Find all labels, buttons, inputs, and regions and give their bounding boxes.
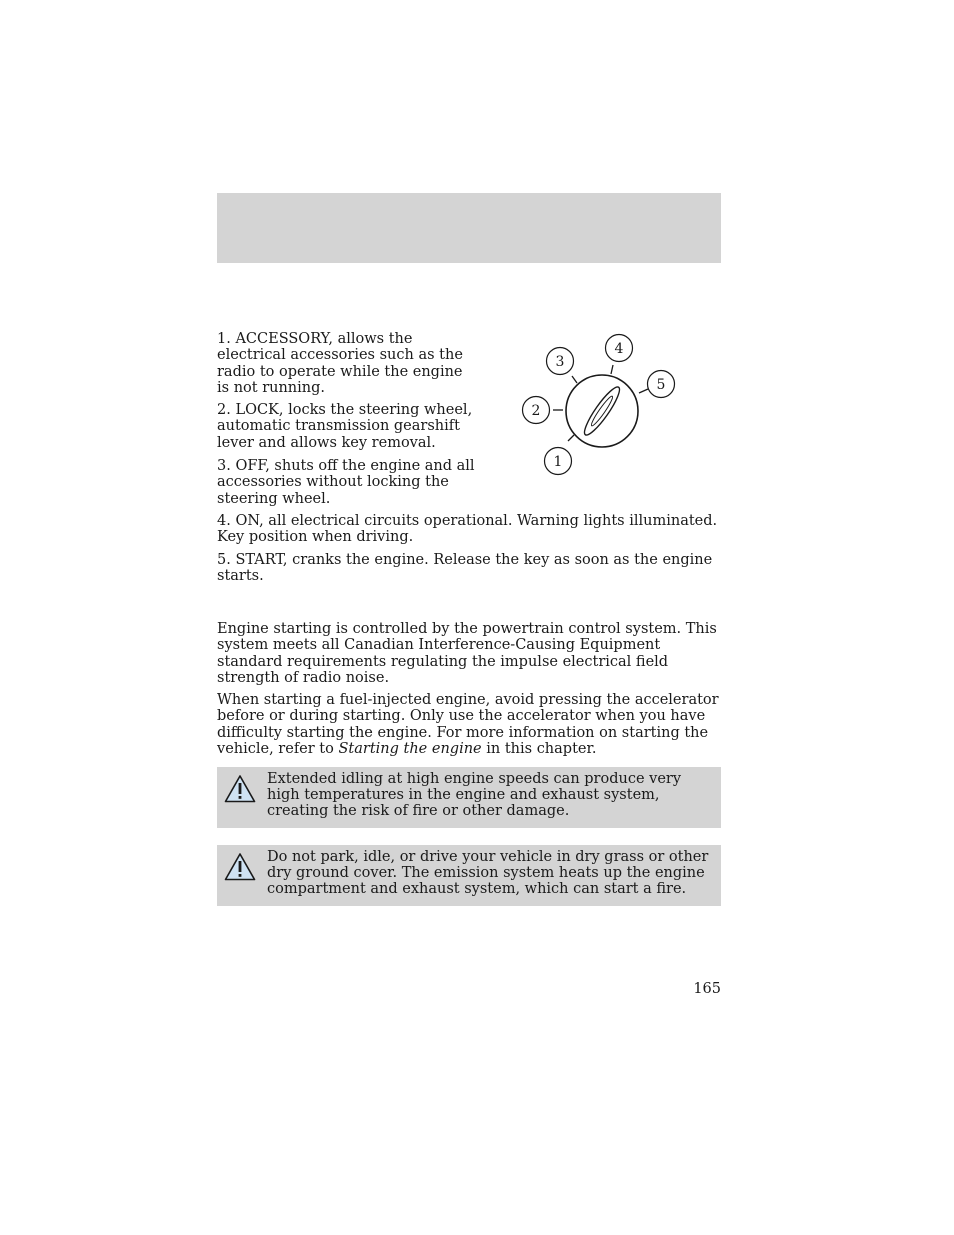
warning-box-idling xyxy=(217,767,721,828)
starting-paragraph-2-text-b: in this chapter. xyxy=(481,741,597,758)
position-lock: 2. LOCK, locks the steering wheel, automatic transmission gearshift lever and allows key removal. xyxy=(217,402,473,451)
header-band xyxy=(217,193,721,263)
callout-label-2: 2 xyxy=(531,403,541,419)
starting-the-engine-reference: Starting the engine xyxy=(338,741,482,758)
callout-label-3: 3 xyxy=(555,354,565,370)
ignition-switch-diagram xyxy=(515,330,685,480)
callout-label-5: 5 xyxy=(656,377,666,393)
callout-label-4: 4 xyxy=(614,341,624,357)
leader-4 xyxy=(611,365,613,374)
warning-triangle-icon xyxy=(224,852,256,882)
starting-paragraph-1: Engine starting is controlled by the powertrain control system. This system meets all Canadian Interference-Causing Equipment standard requirements regulating the impulse electrical field strength of radio noise. xyxy=(217,621,717,687)
position-off: 3. OFF, shuts off the engine and all accessories without locking the steering wheel. xyxy=(217,458,475,507)
position-accessory: 1. ACCESSORY, allows the electrical accessories such as the radio to operate while the engine is not running. xyxy=(217,331,463,397)
starting-paragraph-2-text-a: When starting a fuel-injected engine, avoid pressing the accelerator before or during starting. Only use the accelerator when you have difficulty starting the engine. For more information on starting the vehicle, refer to xyxy=(217,692,719,758)
starting-paragraph-2 xyxy=(217,692,721,758)
position-on: 4. ON, all electrical circuits operational. Warning lights illuminated. Key position when driving. xyxy=(217,513,718,546)
leader-1 xyxy=(568,435,574,441)
callout-label-1: 1 xyxy=(553,454,563,470)
leader-5 xyxy=(639,389,648,393)
leader-3 xyxy=(572,376,577,383)
warning-box-dry-grass xyxy=(217,845,721,906)
warning-text-idling: Extended idling at high engine speeds can produce very high temperatures in the engine and exhaust system, creating the risk of fire or other damage. xyxy=(267,771,682,820)
warning-triangle-icon xyxy=(224,774,256,804)
position-start: 5. START, cranks the engine. Release the key as soon as the engine starts. xyxy=(217,552,713,585)
page-number: 165 xyxy=(693,981,721,997)
warning-text-dry-grass: Do not park, idle, or drive your vehicle in dry grass or other dry ground cover. The emission system heats up the engine compartment and exhaust system, which can start a fire. xyxy=(267,849,709,898)
